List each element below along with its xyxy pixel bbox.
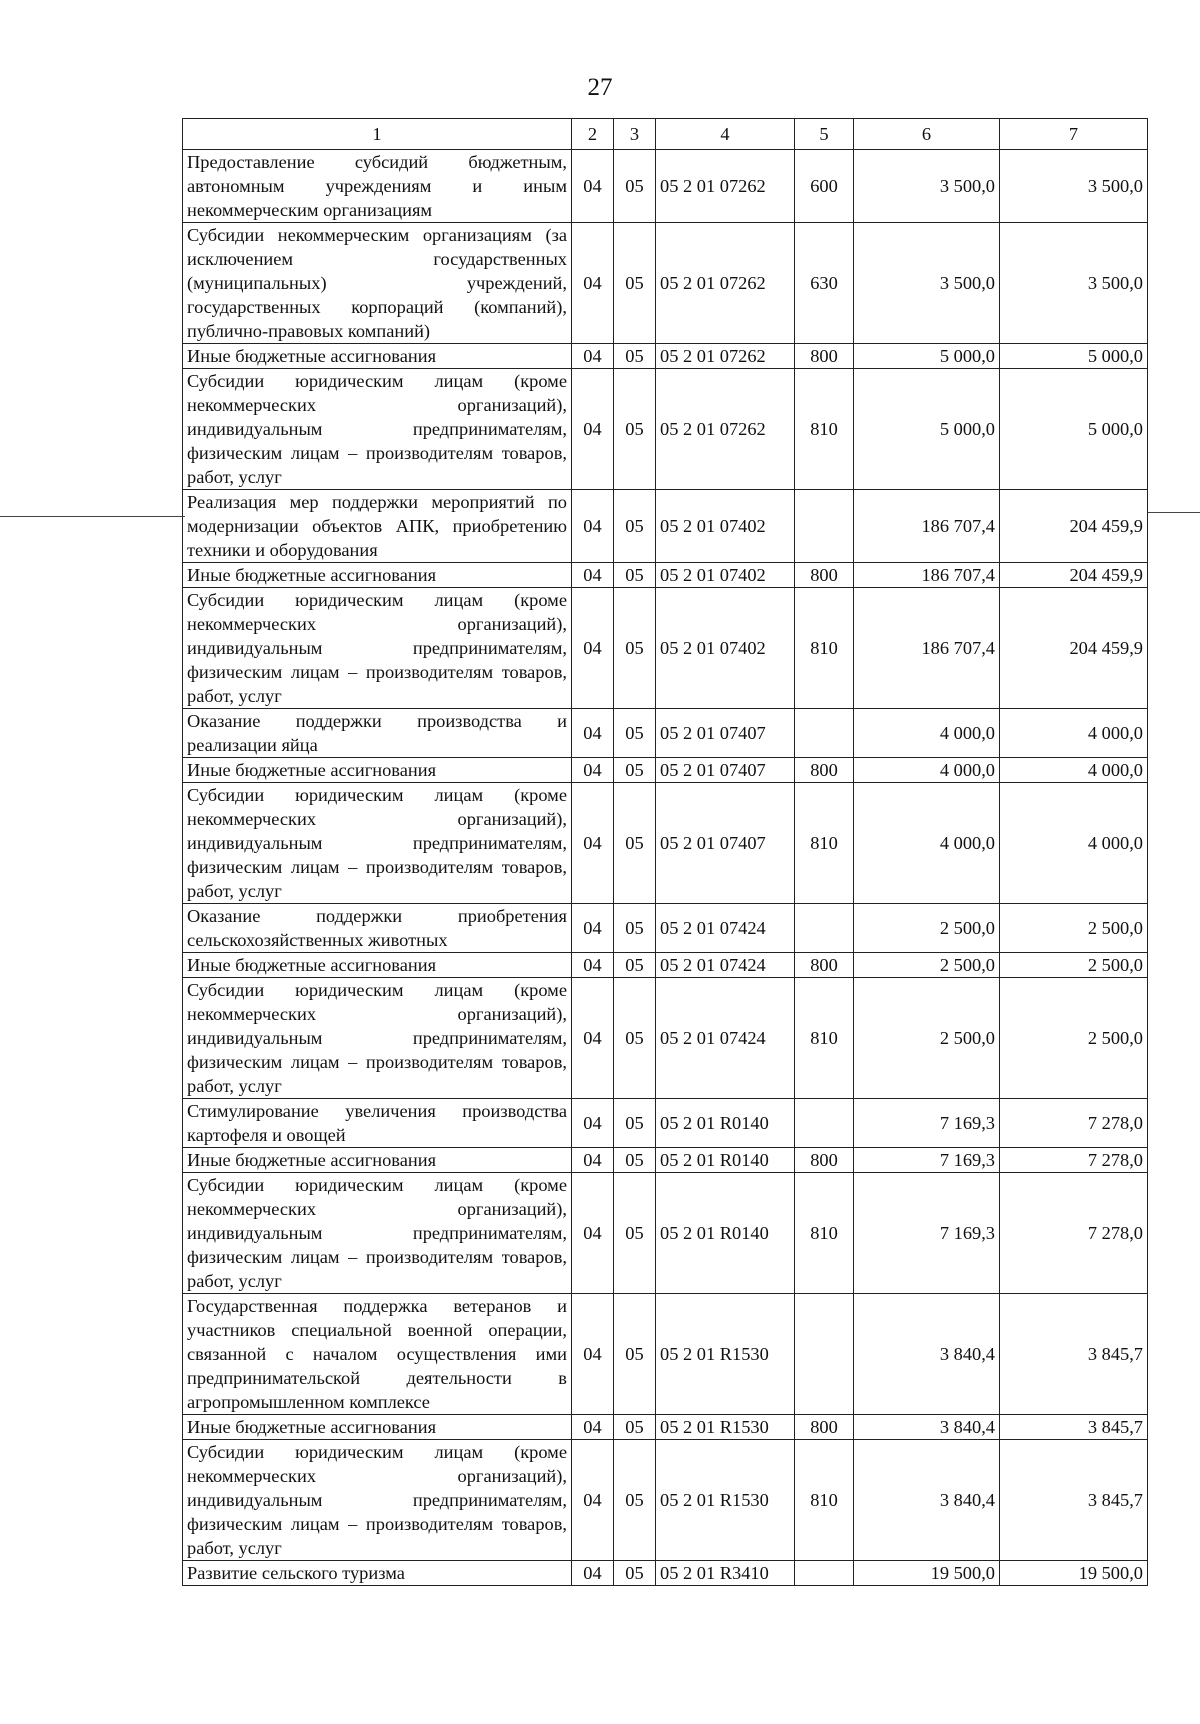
cell-section: 04 [572, 1415, 614, 1440]
cell-target-code: 05 2 01 07407 [656, 783, 795, 904]
cell-section: 04 [572, 1148, 614, 1173]
cell-amount-year-2: 19 500,0 [1000, 1561, 1148, 1586]
table-row [183, 369, 1148, 490]
cell-amount-year-2: 3 845,7 [1000, 1294, 1148, 1415]
cell-amount-year-1: 4 000,0 [854, 783, 1000, 904]
scan-line-right [1147, 512, 1200, 513]
cell-subsection: 05 [614, 344, 656, 369]
cell-expense-type [795, 904, 854, 953]
cell-expense-type: 600 [795, 150, 854, 223]
header-col-4: 4 [656, 119, 795, 150]
cell-target-code: 05 2 01 R1530 [656, 1440, 795, 1561]
cell-subsection: 05 [614, 953, 656, 978]
cell-description: Субсидии юридическим лицам (кроме некоммерческих организаций), индивидуальным предпринимателям, физическим лицам – производителям товаров, работ, услуг [183, 369, 572, 490]
cell-expense-type: 810 [795, 783, 854, 904]
cell-section: 04 [572, 978, 614, 1099]
cell-target-code: 05 2 01 07424 [656, 904, 795, 953]
header-col-6: 6 [854, 119, 1000, 150]
cell-section: 04 [572, 1099, 614, 1148]
cell-amount-year-1: 186 707,4 [854, 588, 1000, 709]
cell-amount-year-2: 2 500,0 [1000, 978, 1148, 1099]
cell-description: Оказание поддержки производства и реализации яйца [183, 709, 572, 758]
cell-amount-year-2: 5 000,0 [1000, 344, 1148, 369]
table-row [183, 563, 1148, 588]
cell-expense-type [795, 1294, 854, 1415]
cell-amount-year-2: 204 459,9 [1000, 588, 1148, 709]
cell-description: Субсидии юридическим лицам (кроме некоммерческих организаций), индивидуальным предпринимателям, физическим лицам – производителям товаров, работ, услуг [183, 978, 572, 1099]
cell-subsection: 05 [614, 904, 656, 953]
cell-section: 04 [572, 150, 614, 223]
cell-description: Реализация мер поддержки мероприятий по модернизации объектов АПК, приобретению техники и оборудования [183, 490, 572, 563]
cell-amount-year-2: 3 500,0 [1000, 223, 1148, 344]
cell-expense-type [795, 1561, 854, 1586]
cell-description: Субсидии юридическим лицам (кроме некоммерческих организаций), индивидуальным предпринимателям, физическим лицам – производителям товаров, работ, услуг [183, 783, 572, 904]
cell-amount-year-2: 3 845,7 [1000, 1415, 1148, 1440]
header-col-5: 5 [795, 119, 854, 150]
header-col-2: 2 [572, 119, 614, 150]
cell-amount-year-1: 3 840,4 [854, 1415, 1000, 1440]
cell-description: Предоставление субсидий бюджетным, автономным учреждениям и иным некоммерческим организациям [183, 150, 572, 223]
cell-expense-type: 810 [795, 1440, 854, 1561]
cell-expense-type: 810 [795, 1173, 854, 1294]
cell-subsection: 05 [614, 783, 656, 904]
scan-line-left [0, 516, 185, 517]
cell-subsection: 05 [614, 1099, 656, 1148]
cell-section: 04 [572, 490, 614, 563]
cell-target-code: 05 2 01 07262 [656, 344, 795, 369]
table-row [183, 953, 1148, 978]
cell-section: 04 [572, 1173, 614, 1294]
cell-expense-type: 810 [795, 588, 854, 709]
cell-expense-type [795, 490, 854, 563]
cell-expense-type [795, 709, 854, 758]
cell-subsection: 05 [614, 1294, 656, 1415]
table-row [183, 1440, 1148, 1561]
cell-amount-year-1: 2 500,0 [854, 904, 1000, 953]
cell-subsection: 05 [614, 978, 656, 1099]
cell-subsection: 05 [614, 1440, 656, 1561]
cell-expense-type: 800 [795, 1415, 854, 1440]
cell-section: 04 [572, 1440, 614, 1561]
cell-subsection: 05 [614, 1415, 656, 1440]
cell-section: 04 [572, 588, 614, 709]
cell-expense-type: 800 [795, 758, 854, 783]
cell-target-code: 05 2 01 07407 [656, 758, 795, 783]
cell-amount-year-2: 3 500,0 [1000, 150, 1148, 223]
cell-amount-year-2: 3 845,7 [1000, 1440, 1148, 1561]
cell-target-code: 05 2 01 07262 [656, 369, 795, 490]
table-row [183, 1099, 1148, 1148]
cell-subsection: 05 [614, 150, 656, 223]
cell-amount-year-1: 186 707,4 [854, 490, 1000, 563]
cell-expense-type: 800 [795, 563, 854, 588]
cell-amount-year-1: 5 000,0 [854, 369, 1000, 490]
cell-expense-type: 810 [795, 369, 854, 490]
cell-amount-year-2: 5 000,0 [1000, 369, 1148, 490]
table-row [183, 978, 1148, 1099]
cell-target-code: 05 2 01 R3410 [656, 1561, 795, 1586]
header-col-1: 1 [183, 119, 572, 150]
cell-amount-year-1: 3 500,0 [854, 223, 1000, 344]
cell-amount-year-1: 19 500,0 [854, 1561, 1000, 1586]
cell-description: Иные бюджетные ассигнования [183, 1148, 572, 1173]
cell-description: Стимулирование увеличения производства картофеля и овощей [183, 1099, 572, 1148]
cell-section: 04 [572, 783, 614, 904]
cell-expense-type: 630 [795, 223, 854, 344]
cell-subsection: 05 [614, 1561, 656, 1586]
page-number: 27 [587, 74, 613, 101]
cell-section: 04 [572, 709, 614, 758]
cell-description: Субсидии юридическим лицам (кроме некоммерческих организаций), индивидуальным предпринимателям, физическим лицам – производителям товаров, работ, услуг [183, 1173, 572, 1294]
cell-amount-year-1: 2 500,0 [854, 978, 1000, 1099]
cell-amount-year-1: 3 500,0 [854, 150, 1000, 223]
table-row [183, 490, 1148, 563]
cell-description: Субсидии юридическим лицам (кроме некоммерческих организаций), индивидуальным предпринимателям, физическим лицам – производителям товаров, работ, услуг [183, 588, 572, 709]
cell-description: Государственная поддержка ветеранов и участников специальной военной операции, связанной с началом осуществления ими предпринимательской деятельности в агропромышленном комплексе [183, 1294, 572, 1415]
cell-target-code: 05 2 01 07262 [656, 150, 795, 223]
cell-subsection: 05 [614, 223, 656, 344]
cell-section: 04 [572, 369, 614, 490]
cell-target-code: 05 2 01 R0140 [656, 1148, 795, 1173]
table-row [183, 758, 1148, 783]
table-body [183, 150, 1148, 1586]
cell-section: 04 [572, 758, 614, 783]
cell-amount-year-2: 204 459,9 [1000, 490, 1148, 563]
cell-description: Развитие сельского туризма [183, 1561, 572, 1586]
header-row [183, 119, 1148, 150]
cell-description: Иные бюджетные ассигнования [183, 563, 572, 588]
table-row [183, 1561, 1148, 1586]
cell-amount-year-1: 5 000,0 [854, 344, 1000, 369]
cell-description: Иные бюджетные ассигнования [183, 758, 572, 783]
cell-amount-year-2: 2 500,0 [1000, 904, 1148, 953]
cell-expense-type: 800 [795, 953, 854, 978]
cell-subsection: 05 [614, 1173, 656, 1294]
cell-amount-year-1: 3 840,4 [854, 1294, 1000, 1415]
cell-description: Иные бюджетные ассигнования [183, 953, 572, 978]
cell-expense-type: 810 [795, 978, 854, 1099]
cell-section: 04 [572, 563, 614, 588]
cell-expense-type: 800 [795, 1148, 854, 1173]
cell-subsection: 05 [614, 563, 656, 588]
cell-description: Субсидии юридическим лицам (кроме некоммерческих организаций), индивидуальным предпринимателям, физическим лицам – производителям товаров, работ, услуг [183, 1440, 572, 1561]
cell-description: Оказание поддержки приобретения сельскохозяйственных животных [183, 904, 572, 953]
cell-target-code: 05 2 01 07402 [656, 563, 795, 588]
cell-amount-year-2: 2 500,0 [1000, 953, 1148, 978]
cell-section: 04 [572, 344, 614, 369]
cell-target-code: 05 2 01 07402 [656, 588, 795, 709]
cell-amount-year-1: 7 169,3 [854, 1099, 1000, 1148]
cell-amount-year-2: 7 278,0 [1000, 1148, 1148, 1173]
table-row [183, 344, 1148, 369]
cell-section: 04 [572, 1561, 614, 1586]
cell-amount-year-2: 4 000,0 [1000, 783, 1148, 904]
cell-target-code: 05 2 01 07407 [656, 709, 795, 758]
table-row [183, 709, 1148, 758]
table-row [183, 1294, 1148, 1415]
cell-amount-year-2: 4 000,0 [1000, 758, 1148, 783]
cell-subsection: 05 [614, 709, 656, 758]
cell-subsection: 05 [614, 588, 656, 709]
cell-description: Субсидии некоммерческим организациям (за исключением государственных (муниципальных) учреждений, государственных корпораций (компаний), публично-правовых компаний) [183, 223, 572, 344]
table-row [183, 1173, 1148, 1294]
cell-amount-year-1: 7 169,3 [854, 1173, 1000, 1294]
cell-target-code: 05 2 01 R0140 [656, 1173, 795, 1294]
cell-amount-year-1: 3 840,4 [854, 1440, 1000, 1561]
cell-subsection: 05 [614, 1148, 656, 1173]
cell-amount-year-2: 7 278,0 [1000, 1099, 1148, 1148]
header-col-7: 7 [1000, 119, 1148, 150]
cell-expense-type [795, 1099, 854, 1148]
cell-amount-year-1: 186 707,4 [854, 563, 1000, 588]
cell-description: Иные бюджетные ассигнования [183, 344, 572, 369]
cell-amount-year-2: 7 278,0 [1000, 1173, 1148, 1294]
cell-subsection: 05 [614, 490, 656, 563]
cell-section: 04 [572, 904, 614, 953]
table-row [183, 150, 1148, 223]
cell-amount-year-1: 4 000,0 [854, 758, 1000, 783]
cell-target-code: 05 2 01 07424 [656, 953, 795, 978]
table-row [183, 783, 1148, 904]
cell-subsection: 05 [614, 758, 656, 783]
table-row [183, 588, 1148, 709]
cell-description: Иные бюджетные ассигнования [183, 1415, 572, 1440]
cell-amount-year-2: 204 459,9 [1000, 563, 1148, 588]
budget-table [182, 118, 1148, 1586]
cell-section: 04 [572, 953, 614, 978]
table-row [183, 1148, 1148, 1173]
cell-target-code: 05 2 01 R0140 [656, 1099, 795, 1148]
cell-target-code: 05 2 01 R1530 [656, 1415, 795, 1440]
cell-amount-year-1: 7 169,3 [854, 1148, 1000, 1173]
cell-amount-year-1: 2 500,0 [854, 953, 1000, 978]
table-row [183, 904, 1148, 953]
table-row [183, 1415, 1148, 1440]
header-col-3: 3 [614, 119, 656, 150]
cell-amount-year-2: 4 000,0 [1000, 709, 1148, 758]
table-row [183, 223, 1148, 344]
cell-amount-year-1: 4 000,0 [854, 709, 1000, 758]
cell-target-code: 05 2 01 07402 [656, 490, 795, 563]
cell-subsection: 05 [614, 369, 656, 490]
cell-section: 04 [572, 1294, 614, 1415]
cell-expense-type: 800 [795, 344, 854, 369]
cell-section: 04 [572, 223, 614, 344]
cell-target-code: 05 2 01 07424 [656, 978, 795, 1099]
cell-target-code: 05 2 01 07262 [656, 223, 795, 344]
cell-target-code: 05 2 01 R1530 [656, 1294, 795, 1415]
